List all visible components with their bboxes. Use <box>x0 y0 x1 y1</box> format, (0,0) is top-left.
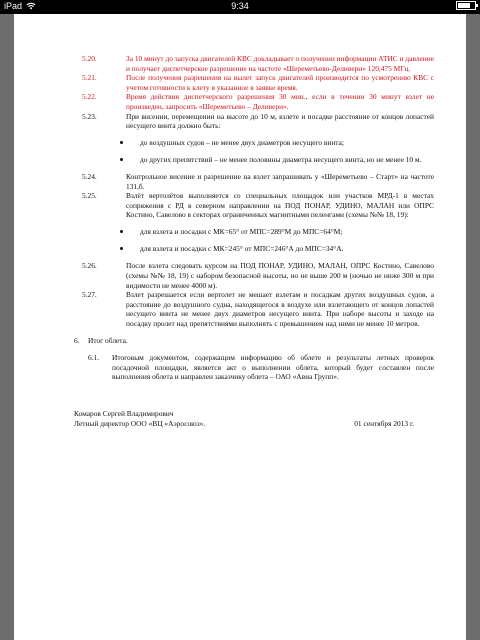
item-number: 5.20. <box>82 54 97 63</box>
item-6-1 <box>88 353 434 382</box>
bullet-text: для взлета и посадки с МК=65° от МПС=289°М до МПС=64°М; <box>140 227 343 237</box>
bullet-item <box>82 138 434 148</box>
signature-date: 01 сентября 2013 г. <box>354 418 414 428</box>
item-5-22 <box>82 92 434 111</box>
bullet-item <box>82 227 434 237</box>
item-5-26 <box>82 261 434 290</box>
bullet-icon <box>120 247 123 250</box>
item-5-24 <box>82 172 434 191</box>
bullet-item <box>82 155 434 165</box>
item-5-23 <box>82 112 434 131</box>
item-text: Взлёт вертолётов выполняется со специальных площадок или участков МРД-1 в местах сопряжения с РД в северном направлении на ПОД ПОНАР, УДИНО, МАЛАН или ОПРС Костино, Савелово в секторах ограниченных магнитными пеленгами (схемы №№ 18, 19): <box>126 191 434 220</box>
item-text: Время действия диспетчерского разрешения 30 мин., если в течении 30 минут взлет не произведен, запросить «Шереметьево – Деливери». <box>126 92 434 111</box>
bullet-text: до воздушных судов – не менее двух диаметров несущего винта; <box>140 138 344 148</box>
item-text: Взлет разрешается если вертолет не мешает взлетам и посадкам других воздушных судов, а расстояние до воздушного судна, находящегося в воздухе или взлетающего от концов лопастей несущего винта не менее двух диаметров несущего винта. При наборе высоты и заходе на посадку пролет над препятствиями выполнять с превышением над ними не менее 10 метров. <box>126 290 434 328</box>
status-bar <box>0 0 480 14</box>
clock: 9:34 <box>231 1 249 11</box>
item-text: При висении, перемещении на высоте до 10 м, взлете и посадке расстояние от концов лопастей несущего винта должно быть: <box>126 111 434 131</box>
item-number: 6.1. <box>88 352 100 362</box>
item-number: 5.23. <box>82 111 97 121</box>
item-5-21 <box>82 73 434 92</box>
bullet-text: до других препятствий – не менее половины диаметра несущего винта, но не менее 10 м. <box>140 155 422 165</box>
item-number: 5.25. <box>82 191 97 201</box>
bullet-item <box>82 244 434 254</box>
signer-position: Летный директор ООО «ВЦ «Аэросоюз». <box>74 418 206 428</box>
item-number: 5.27. <box>82 290 97 300</box>
item-number: 5.26. <box>82 261 97 271</box>
item-text: После взлета следовать курсом на ПОД ПОНАР, УДИНО, МАЛАН, ОПРС Костино, Савелово (схемы №№ 18, 19) с набором безопасной высоты, но не выше 200 м (ночью не ниже 300 м при видимости не менее 4000 м). <box>126 261 434 290</box>
device-name: iPad <box>4 1 23 11</box>
section-6-heading <box>74 336 434 346</box>
battery-icon <box>456 1 476 10</box>
section-title: Итог облета. <box>88 335 128 345</box>
item-number: 5.22. <box>82 92 97 102</box>
document-page <box>14 14 466 640</box>
item-number: 5.24. <box>82 172 97 182</box>
item-5-25 <box>82 191 434 220</box>
bullet-icon <box>120 141 123 144</box>
item-text: За 10 минут до запуска двигателей КВС докладывает о получении информации АТИС и давление и получает диспетчерское разрешение на частоте «Шереметьево-Деливери» 120,475 МГц. <box>126 54 434 73</box>
item-number: 5.21. <box>82 73 97 83</box>
item-5-27 <box>82 290 434 328</box>
item-text: Контрольное висение и разрешение на взлет запрашивать у «Шереметьево – Старт» на частоте 131,б. <box>126 172 434 191</box>
bullet-icon <box>120 158 123 161</box>
document-body <box>74 54 434 428</box>
item-5-20 <box>82 54 434 73</box>
signature-block <box>74 409 434 428</box>
bullet-icon <box>120 230 123 233</box>
item-text: Итоговым документом, содержащим информацию об облете и результаты летных проверок посадочной площадки, является акт о выполнении облета, который будет составлен после выполнения облета и направлен заказчику облета – ОАО «Авиа Групп». <box>112 352 434 382</box>
signer-name: Комаров Сергей Владимирович <box>74 409 174 419</box>
bullet-text: для взлета и посадки с МК=245° от МПС=246°А до МПС=34°А. <box>140 244 344 254</box>
section-number: 6. <box>74 335 80 345</box>
item-text: После получения разрешения на вылет запуск двигателей производится по усмотрению КВС с учетом готовности к клету в указанное в заявке время. <box>126 73 434 92</box>
